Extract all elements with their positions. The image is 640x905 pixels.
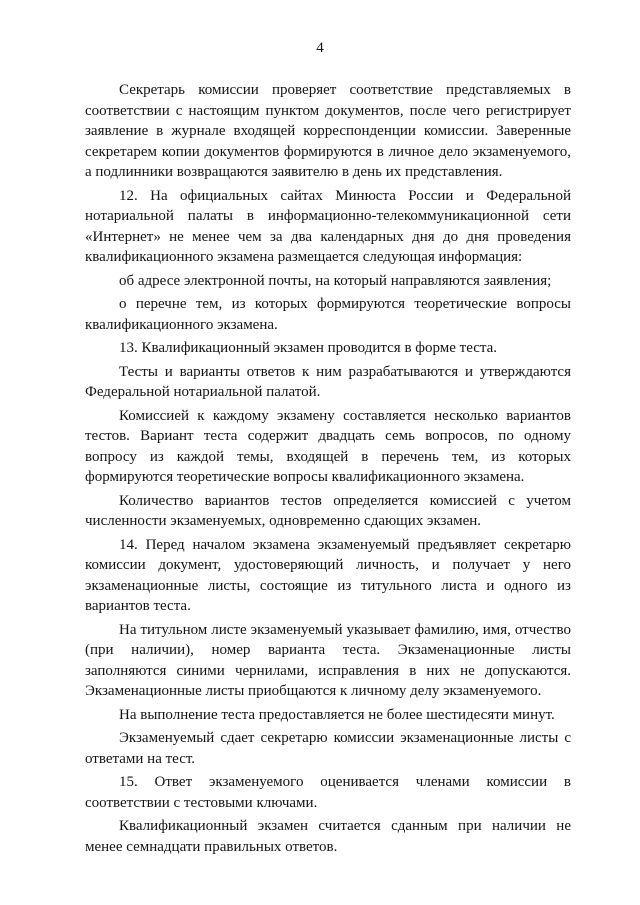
paragraph-15-evaluation: 15. Ответ экзаменуемого оценивается членами комиссии в соответствии с тестовыми ключами. [85,774,571,811]
paragraph-test-variants: Комиссией к каждому экзамену составляется несколько вариантов тестов. Вариант теста содержит двадцать семь вопросов, по одному вопросу из каждой темы, входящей в перечень тем, из которых формируются теоретические вопросы квалификационного экзамена. [85,407,571,485]
paragraph-email-address: об адресе электронной почты, на который направляются заявления; [119,272,552,289]
paragraph-tests-developed: Тесты и варианты ответов к ним разрабатываются и утверждаются Федеральной нотариальной палатой. [85,363,571,400]
paragraph-13-test-form: 13. Квалификационный экзамен проводится в форме теста. [119,340,498,356]
paragraph-topics-list: о перечне тем, из которых формируются теоретические вопросы квалификационного экзамена. [85,296,571,333]
paragraph-pass-criteria: Квалификационный экзамен считается сданным при наличии не менее семнадцати правильных ответов. [85,818,571,855]
paragraph-title-sheet: На титульном листе экзаменуемый указывает фамилию, имя, отчество (при наличии), номер варианта теста. Экзаменационные листы заполняются синими чернилами, исправления в них не допускаются. Экзаменационные листы приобщаются к личному делу экзаменуемого. [85,621,571,699]
paragraph-variants-count: Количество вариантов тестов определяется комиссией с учетом численности экзаменуемых, одновременно сдающих экзамен. [85,492,571,529]
page-number: 4 [316,40,324,56]
paragraph-12-website-info: 12. На официальных сайтах Минюста России и Федеральной нотариальной палаты в информационно-телекоммуникационной сети «Интернет» не менее чем за два календарных дня до дня проведения квалификационного экзамена размещается следующая информация: [85,187,571,265]
paragraph-time-limit: На выполнение теста предоставляется не более шестидесяти минут. [119,706,555,723]
paragraph-secretary-check: Секретарь комиссии проверяет соответствие представляемых в соответствии с настоящим пунктом документов, после чего регистрирует заявление в журнале входящей корреспонденции комиссии. Заверенные секретарем копии документов формируются в личное дело экзаменуемого, а подлинники возвращаются заявителю в день их представления. [85,82,571,180]
paragraph-14-before-exam: 14. Перед началом экзамена экзаменуемый предъявляет секретарю комиссии документ, удостоверяющий личность, и получает у него экзаменационные листы, состоящие из титульного листа и одного из вариантов теста. [85,536,571,614]
paragraph-submit-sheets: Экзаменуемый сдает секретарю комиссии экзаменационные листы с ответами на тест. [85,730,571,767]
document-body [85,80,571,857]
